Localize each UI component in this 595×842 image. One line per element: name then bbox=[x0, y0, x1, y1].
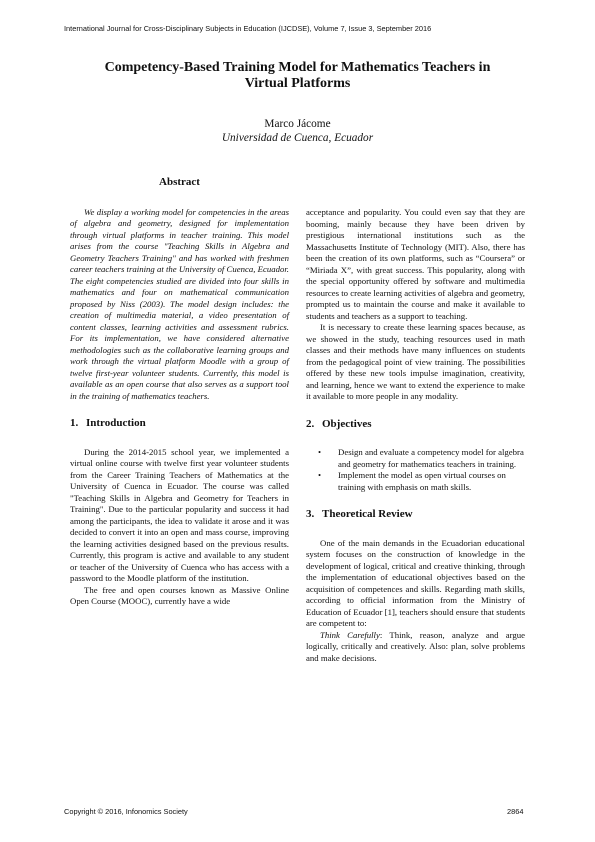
section-title: Objectives bbox=[322, 417, 372, 430]
section-number: 1. bbox=[70, 417, 79, 429]
list-item-text: Design and evaluate a competency model for algebra and geometry for mathematics teachers in training. bbox=[338, 447, 524, 469]
intro-paragraph-3: It is necessary to create these learning spaces because, as we showed in the study, teaching resources used in math classes and their methods have many influences on students from the pedagogical point of view training. The possibilities offered by these new tools impulse imagination, creativity, and learning, hence we want to extend the experience to make it available to more people in any modality. bbox=[306, 322, 525, 401]
section-heading-theoretical-review bbox=[306, 509, 525, 521]
footer-page-number: 2864 bbox=[507, 807, 524, 816]
theory-paragraph-2-lead: Think Carefully bbox=[320, 629, 380, 640]
abstract-heading: Abstract bbox=[159, 176, 200, 188]
theory-paragraph-1: One of the main demands in the Ecuadorian educational system focuses on the construction of knowledge in the development of logical, critical and creative thinking, through the implementation of educational objectives based on the acquisition of competences and skills. Regarding math skills, according to official information from the Ministry of Education of Ecuador [1], teachers should ensure that students are competent to: bbox=[306, 537, 525, 628]
list-item bbox=[318, 470, 525, 493]
theory-paragraph-2 bbox=[306, 630, 525, 665]
theory-paragraph-2-rest: : Think, reason, analyze and argue logically, critically and creatively. Also: plan, solve problems and make decisions. bbox=[306, 629, 525, 663]
section-heading-introduction bbox=[70, 418, 289, 430]
bullet-icon: • bbox=[318, 470, 322, 480]
right-column bbox=[306, 207, 525, 664]
list-item-text: Implement the model as open virtual courses on training with emphasis on math skills. bbox=[338, 470, 506, 492]
author-name: Marco Jácome bbox=[264, 118, 331, 130]
list-item bbox=[318, 447, 525, 470]
intro-paragraph-1: During the 2014-2015 school year, we implemented a virtual online course with twelve first year volunteer students from the Career Training Teachers of Mathematics at the University of Cuenca in Ecuador. The course was called "Teaching Skills in Algebra and Geometry for Teachers in Training". Due to the particular popularity and success it had among the participants, the idea to validate it arose and it was decided to convert it into an open and mass course, improving the learning activities designed based on the previous results. Currently, this program is active and available to any student or teacher of the University of Cuenca who has access with a password to the Moodle platform of the institution. bbox=[70, 446, 289, 583]
section-number: 3. bbox=[306, 508, 315, 520]
left-column bbox=[70, 177, 289, 608]
abstract-text: We display a working model for competencies in the areas of algebra and geometry, designed for implementation through virtual platforms in teacher training. This model arises from the course "Teaching Skills in Algebra and Geometry Teachers Training" and has worked with freshmen career teachers training at the University of Cuenca, Ecuador. The eight competencies studied are divided into four skills in mathematics and four on mathematical communication proposed by Niss (2003). The model design includes: the creation of multimedia material, a video presentation of content classes, learning activities and assessment rubrics. For its implementation, we have considered alternative methodologies such as the collaborative learning groups and work through the virtual platform Moodle with a group of twelve first-year volunteer students. Currently, this model is available as an open course that also serves as a support tool in the training of mathematics teachers. bbox=[70, 206, 289, 401]
intro-paragraph-2: The free and open courses known as Massive Online Open Course (MOOC), currently have a wide bbox=[70, 584, 289, 606]
author-affiliation: Universidad de Cuenca, Ecuador bbox=[221, 132, 374, 144]
title-line-1: Competency-Based Training Model for Mathematics Teachers in bbox=[104, 60, 491, 75]
section-number: 2. bbox=[306, 417, 315, 430]
section-title: Theoretical Review bbox=[322, 508, 413, 520]
intro-paragraph-2-continued: acceptance and popularity. You could even say that they are booming, mainly because they have been driven by prestigious international institutions such as the Massachusetts Institute of Technology (MIT). Also, there has been the creation of its own platforms, such as “Coursera” or “Miriada X”, with great success. This popularity, along with the special opportunity offered by software and multimedia resources to create learning activities of algebra and geometry, prompted us to maintain the course and make it available to students and teachers as a support to teaching. bbox=[306, 207, 525, 321]
footer-copyright: Copyright © 2016, Infonomics Society bbox=[64, 807, 188, 816]
objectives-list bbox=[306, 447, 525, 493]
running-head: International Journal for Cross-Disciplinary Subjects in Education (IJCDSE), Volume 7, Issue 3, September 2016 bbox=[64, 24, 432, 33]
paper-title bbox=[80, 60, 515, 92]
title-line-2: Virtual Platforms bbox=[244, 76, 351, 91]
section-heading-objectives bbox=[306, 419, 525, 431]
bullet-icon: • bbox=[318, 447, 322, 457]
section-title: Introduction bbox=[86, 417, 146, 429]
